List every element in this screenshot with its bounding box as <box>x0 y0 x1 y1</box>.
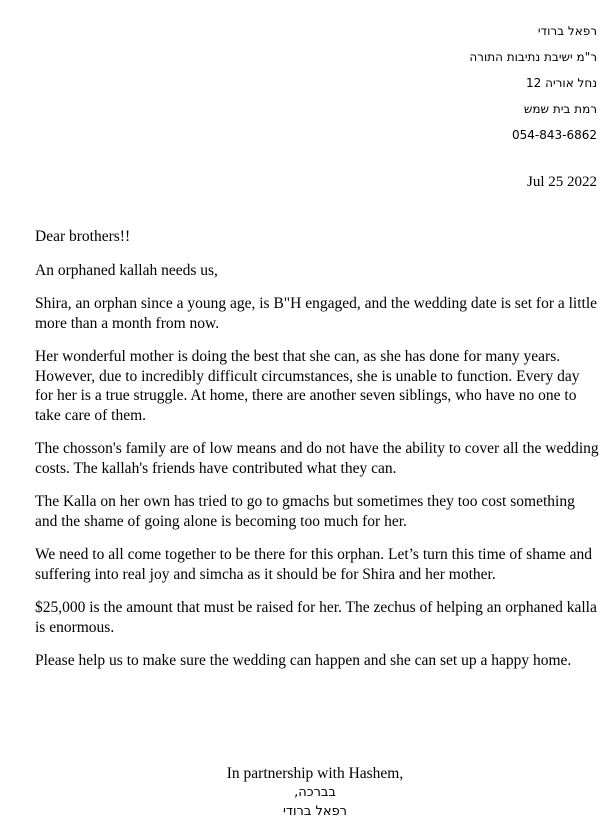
paragraph: Please help us to make sure the wedding can happen and she can set up a happy home. <box>35 652 572 669</box>
sender-city: רמת בית שמש <box>523 102 597 116</box>
closing-blessing: בברכה, <box>294 785 336 800</box>
letter-body <box>35 227 600 685</box>
paragraph: An orphaned kallah needs us, <box>35 261 218 279</box>
sender-title: ר"מ ישיבת נתיבות התורה <box>469 50 597 64</box>
signature-name: רפאל ברודי <box>282 804 348 819</box>
paragraph: Her wonderful mother is doing the best that she can, as she has done for many years. However, due to incredibly difficult circumstances, she is unable to function. Every day for her is a true struggle. At home, there are another seven siblings, who have no one to take care of them. <box>35 348 580 424</box>
paragraph: We need to all come together to be there for this orphan. Let’s turn this time of shame and suffering into real joy and simcha as it should be for Shira and her mother. <box>35 546 593 583</box>
sender-phone: 054-843-6862 <box>511 128 597 142</box>
paragraph: The Kalla on her own has tried to go to gmachs but sometimes they too cost something and the shame of going alone is becoming too much for her. <box>35 493 575 530</box>
sender-name: רפאל ברודי <box>537 24 597 38</box>
closing-line: In partnership with Hashem, <box>226 765 404 782</box>
letter-date: Jul 25 2022 <box>526 174 597 190</box>
sender-block <box>257 18 597 148</box>
paragraph: The chosson's family are of low means and do not have the ability to cover all the wedding costs. The kallah's friends have contributed what they can. <box>35 440 599 477</box>
paragraph: Shira, an orphan since a young age, is B"H engaged, and the wedding date is set for a little more than a month from now. <box>35 295 598 332</box>
closing-block <box>0 764 615 821</box>
paragraph: $25,000 is the amount that must be raised for her. The zechus of helping an orphaned kalla is enormous. <box>35 599 597 636</box>
salutation: Dear brothers!! <box>35 228 131 245</box>
sender-street: נחל אוריה 12 <box>526 76 597 90</box>
